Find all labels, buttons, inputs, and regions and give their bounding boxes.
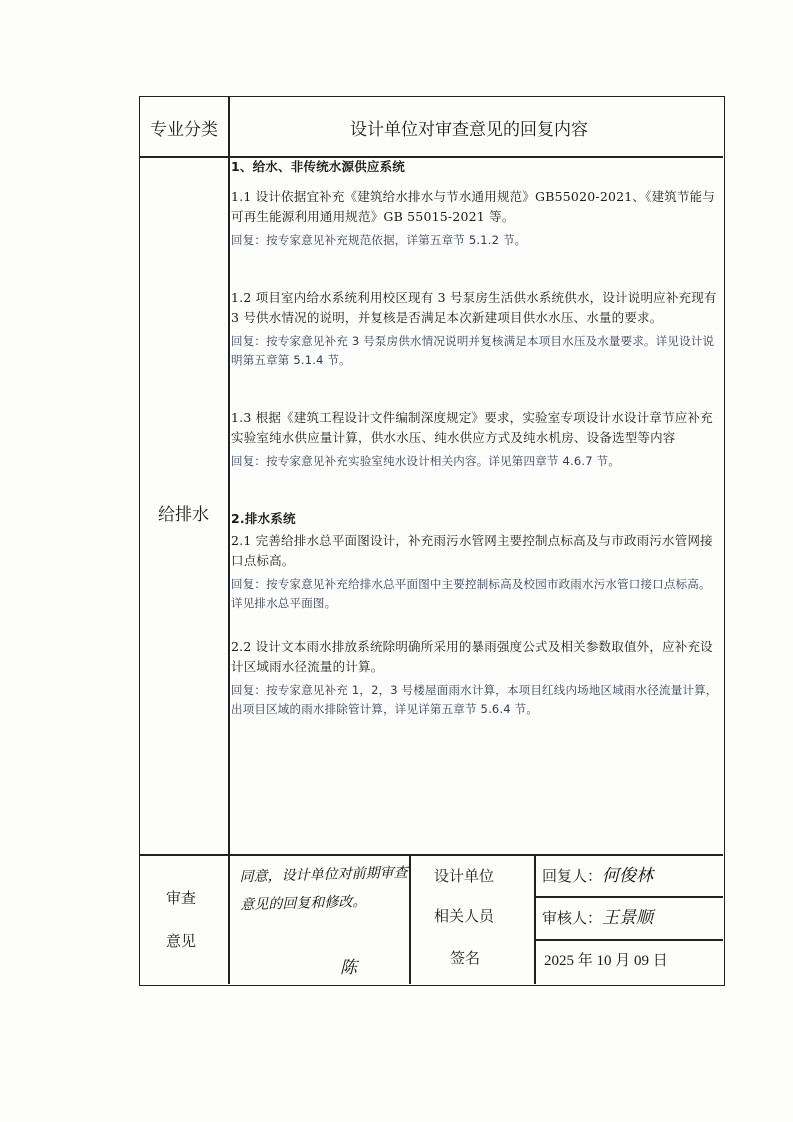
section-title: 1、给水、非传统水源供应系统	[231, 159, 405, 174]
related-persons-label: 相关人员	[434, 907, 495, 925]
review-item-question: 2.2 设计文本雨水排放系统除明确所采用的暴雨强度公式及相关参数取值外，应补充设计区域雨水径流量的计算。	[231, 639, 713, 674]
replier-signature: 何俊林	[602, 866, 653, 886]
review-item-reply: 回复：按专家意见补充 3 号泵房供水情况说明并复核满足本项目水压及水量要求。详见设计说明第五章第 5.1.4 节。	[231, 334, 715, 367]
review-item-question: 1.3 根据《建筑工程设计文件编制深度规定》要求，实验室专项设计水设计章节应补充实验室纯水供应量计算，供水水压、纯水供应方式及纯水机房、设备选型等内容	[231, 410, 713, 445]
reviewer-signature: 陈	[340, 958, 357, 978]
footer-row-divider-2	[534, 939, 723, 941]
reply-content	[231, 157, 721, 719]
review-item-question: 1.2 项目室内给水系统利用校区现有 3 号泵房生活供水系统供水，设计说明应补充现有 3 号供水情况的说明，并复核是否满足本次新建项目供水水压、水量的要求。	[231, 290, 717, 325]
footer-row-divider-1	[534, 896, 723, 898]
category-header: 专业分类	[150, 120, 218, 140]
content-header: 设计单位对审查意见的回复内容	[350, 120, 588, 140]
review-label-line2: 意见	[166, 932, 197, 950]
review-label-line1: 审查	[166, 889, 197, 907]
footer-divider-2	[534, 854, 536, 984]
design-unit-label: 设计单位	[434, 867, 495, 885]
review-item-question: 2.1 完善给排水总平面图设计，补充雨污水管网主要控制点标高及与市政雨污水管网接口点标高。	[231, 533, 713, 568]
review-item-reply: 回复：按专家意见补充实验室纯水设计相关内容。详见第四章节 4.6.7 节。	[231, 454, 620, 468]
signature-label: 签名	[450, 949, 481, 967]
category-value: 给排水	[158, 505, 209, 525]
handwritten-review-comment: 同意，设计单位对前期审查意见的回复和修改。	[239, 864, 408, 914]
category-column-divider	[228, 97, 230, 984]
review-item-question: 1.1 设计依据宜补充《建筑给水排水与节水通用规范》GB55020-2021、《建筑节能与可再生能源利用通用规范》GB 55015-2021 等。	[231, 189, 716, 224]
checker-signature: 王景顺	[602, 908, 653, 928]
review-item-reply: 回复：按专家意见补充 1，2，3 号楼屋面雨水计算，本项目红线内场地区域雨水径流量计算，出项目区域的雨水排除管计算，详见详第五章节 5.6.4 节。	[231, 683, 718, 716]
sign-date: 2025 年 10 月 09 日	[544, 953, 668, 969]
review-item-reply: 回复：按专家意见补充规范依据，详第五章节 5.1.2 节。	[231, 233, 527, 247]
checker-label: 审核人：	[542, 909, 603, 927]
replier-label: 回复人：	[542, 867, 603, 885]
section-title: 2.排水系统	[231, 511, 296, 526]
review-reply-table	[139, 96, 725, 986]
review-item-reply: 回复：按专家意见补充给排水总平面图中主要控制标高及校园市政雨水污水管口接口点标高。详见排水总平面图。	[231, 577, 711, 610]
